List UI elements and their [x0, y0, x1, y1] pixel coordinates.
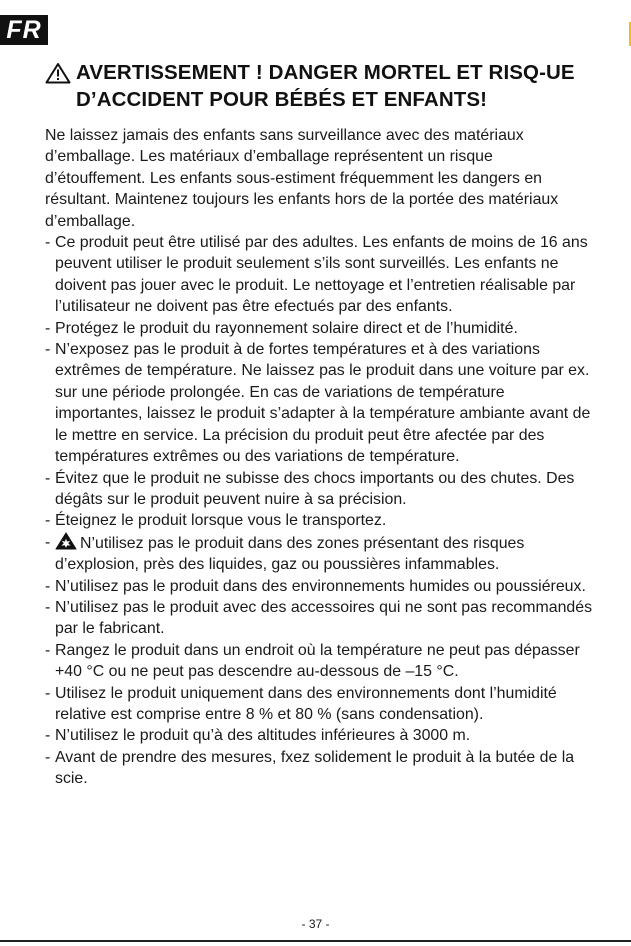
list-dash: -	[45, 533, 51, 551]
list-item	[45, 232, 595, 318]
intro-paragraph: Ne laissez jamais des enfants sans surveillance avec des matériaux d’emballage. Les matériaux d’emballage représentent un risque d’étouffement. Les enfants sous-estiment fréquemment les dangers en résultant. Maintenez toujours les enfants hors de la portée des matériaux d’emballage.	[45, 127, 559, 230]
warning-body	[45, 125, 595, 790]
page-number: - 37 -	[301, 917, 330, 931]
list-dash: -	[45, 469, 51, 487]
warning-triangle-icon	[45, 62, 71, 84]
list-item-text: Évitez que le produit ne subisse des chocs importants ou des chutes. Des dégâts sur le produit peuvent nuire à sa précision.	[55, 469, 575, 508]
list-item	[45, 468, 595, 511]
list-item-text: Éteignez le produit lorsque vous le transportez.	[55, 512, 387, 530]
list-item	[45, 597, 595, 640]
list-dash: -	[45, 319, 51, 337]
list-item-text: N’exposez pas le produit à de fortes températures et à des variations extrêmes de température. Ne laissez pas le produit dans une voiture par ex. sur une période prolongée. En cas de variations de température importantes, laissez le produit s’adapter à la température ambiante avant de le mettre en service. La précision du produit peut être afectée par des températures extrêmes ou des variations de température.	[55, 341, 591, 466]
list-item-text: N’utilisez pas le produit avec des accessoires qui ne sont pas recommandés par le fabricant.	[55, 598, 593, 638]
list-dash: -	[45, 748, 51, 766]
list-item-text: N’utilisez pas le produit dans des environnements humides ou poussiéreux.	[55, 577, 586, 595]
list-dash: -	[45, 234, 51, 252]
list-item	[45, 640, 595, 683]
list-dash: -	[45, 512, 51, 530]
list-item	[45, 532, 595, 576]
list-item-text: Utilisez le produit uniquement dans des environnements dont l’humidité relative est comprise entre 8 % et 80 % (sans condensation).	[55, 684, 557, 723]
list-item-text: Avant de prendre des mesures, fxez solidement le produit à la butée de la scie.	[55, 748, 575, 788]
list-dash: -	[45, 577, 51, 595]
list-dash: -	[45, 641, 51, 659]
list-dash: -	[45, 684, 51, 702]
list-item	[45, 510, 595, 531]
list-item	[45, 318, 595, 339]
list-item-text: N’utilisez le produit qu’à des altitudes inférieures à 3000 m.	[55, 727, 471, 745]
list-item	[45, 576, 595, 597]
list-dash: -	[45, 727, 51, 745]
list-item-text: N’utilisez pas le produit dans des zones présentant des risques d’explosion, près des liquides, gaz ou poussières infammables.	[55, 534, 525, 574]
list-item-text: Protégez le produit du rayonnement solaire direct et de l’humidité.	[55, 319, 518, 337]
list-item	[45, 339, 595, 467]
list-dash: -	[45, 598, 51, 616]
list-item-text: Ce produit peut être utilisé par des adultes. Les enfants de moins de 16 ans peuvent utiliser le produit seulement s’ils sont surveillés. Les enfants ne doivent pas jouer avec le produit. Le nettoyage et l’entretien réalisable par l’utilisateur ne doivent pas être efectués par des enfants.	[55, 234, 588, 316]
list-item-text: Rangez le produit dans un endroit où la température ne peut pas dépasser +40 °C ou ne peut pas descendre au-dessous de –15 °C.	[55, 641, 580, 681]
list-item	[45, 683, 595, 726]
list-item	[45, 725, 595, 746]
explosion-hazard-icon	[55, 532, 77, 550]
list-item	[45, 747, 595, 790]
list-dash: -	[45, 341, 51, 359]
bottom-rule	[0, 940, 631, 942]
warning-title: AVERTISSEMENT ! DANGER MORTEL ET RISQ-UE D’ACCIDENT POUR BÉBÉS ET ENFANTS!	[76, 61, 575, 111]
language-badge: FR	[0, 15, 48, 45]
